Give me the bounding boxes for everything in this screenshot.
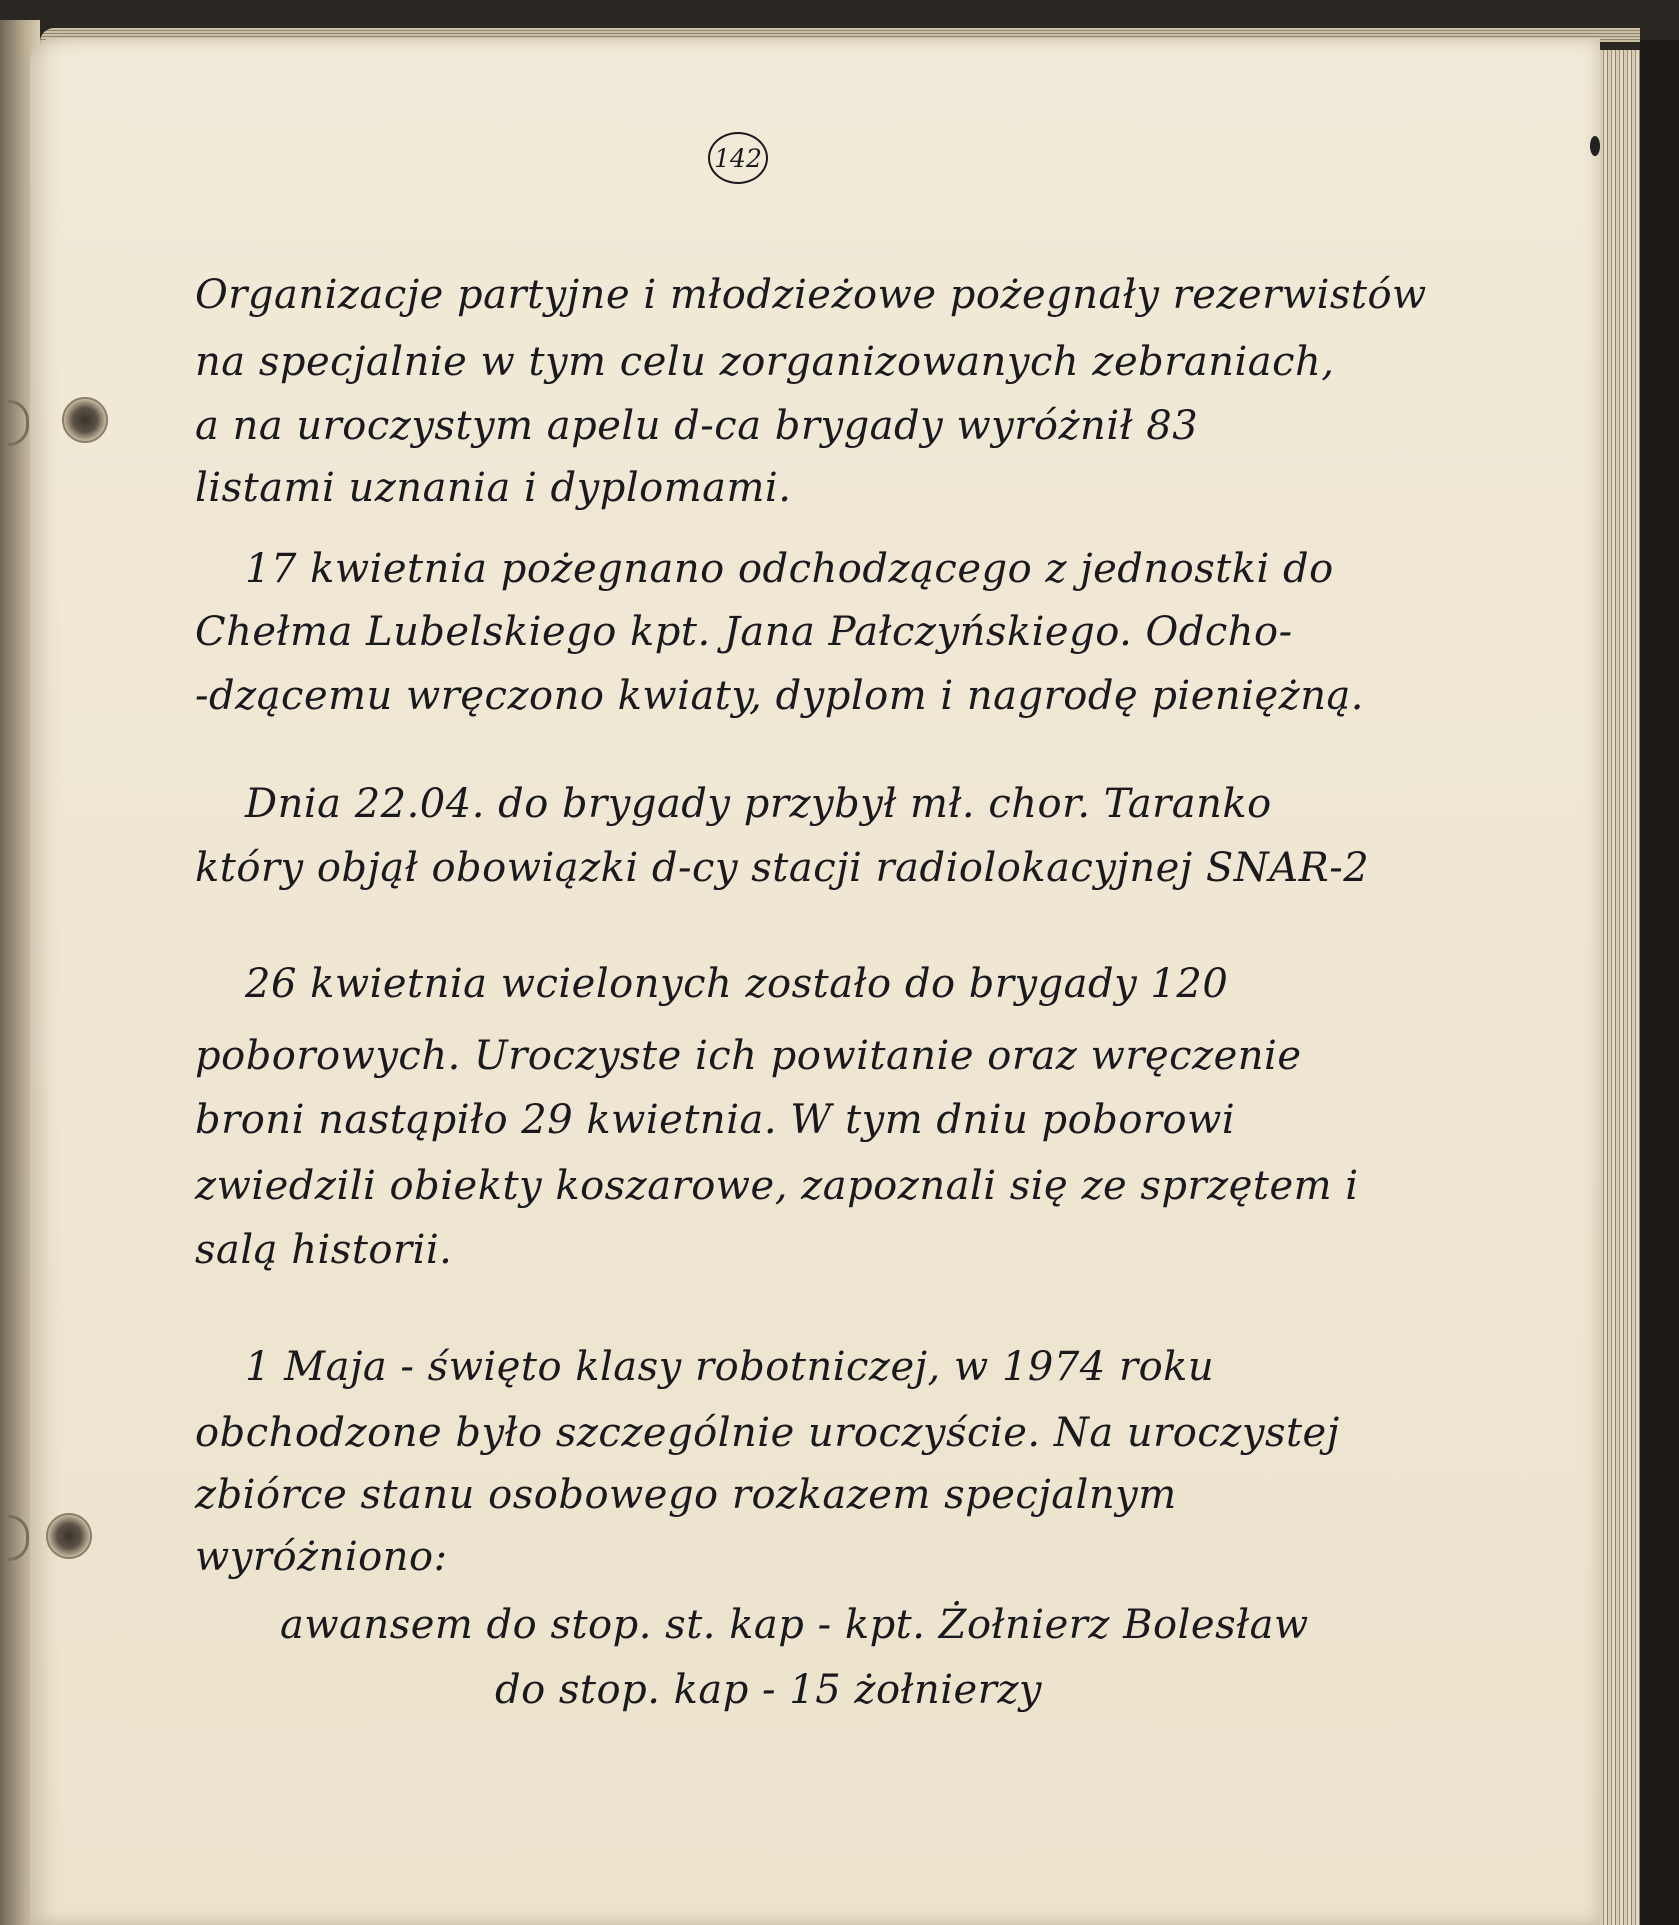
text-line: 17 kwietnia pożegnano odchodzącego z jednostki do [245,546,1334,592]
award-line: do stop. kap - 15 żołnierzy [495,1667,1043,1713]
award-line: awansem do stop. st. kap - kpt. Żołnierz Bolesław [280,1602,1309,1648]
text-line: 1 Maja - święto klasy robotniczej, w 1974 roku [245,1344,1215,1390]
text-line: obchodzone było szczególnie uroczyście. Na uroczystej [195,1410,1340,1456]
binding-shadow [1640,40,1679,1925]
text-line: Organizacje partyjne i młodzieżowe pożegnały rezerwistów [195,272,1427,318]
text-line: broni nastąpiło 29 kwietnia. W tym dniu poborowi [195,1097,1236,1143]
text-line: zbiórce stanu osobowego rozkazem specjalnym [195,1472,1177,1518]
punch-hole [46,1513,92,1559]
text-line: Dnia 22.04. do brygady przybył mł. chor. Taranko [245,781,1272,827]
text-line: a na uroczystym apelu d-ca brygady wyróżnił 83 [195,403,1199,449]
text-line: na specjalnie w tym celu zorganizowanych zebraniach, [195,339,1335,385]
text-line: wyróżniono: [195,1534,448,1580]
text-line: poborowych. Uroczyste ich powitanie oraz wręczenie [195,1033,1302,1079]
text-line: Chełma Lubelskiego kpt. Jana Pałczyńskiego. Odcho- [195,609,1293,655]
text-line: listami uznania i dyplomami. [195,465,792,511]
ink-dot [1590,136,1600,156]
text-line: 26 kwietnia wcielonych zostało do brygady 120 [245,961,1229,1007]
text-line: który objął obowiązki d-cy stacji radiolokacyjnej SNAR-2 [195,845,1370,891]
text-line: salą historii. [195,1227,453,1273]
text-line: zwiedzili obiekty koszarowe, zapoznali się ze sprzętem i [195,1163,1359,1209]
page-number: 142 [708,132,768,184]
punch-hole [62,397,108,443]
text-line: -dzącemu wręczono kwiaty, dyplom i nagrodę pieniężną. [195,673,1365,719]
